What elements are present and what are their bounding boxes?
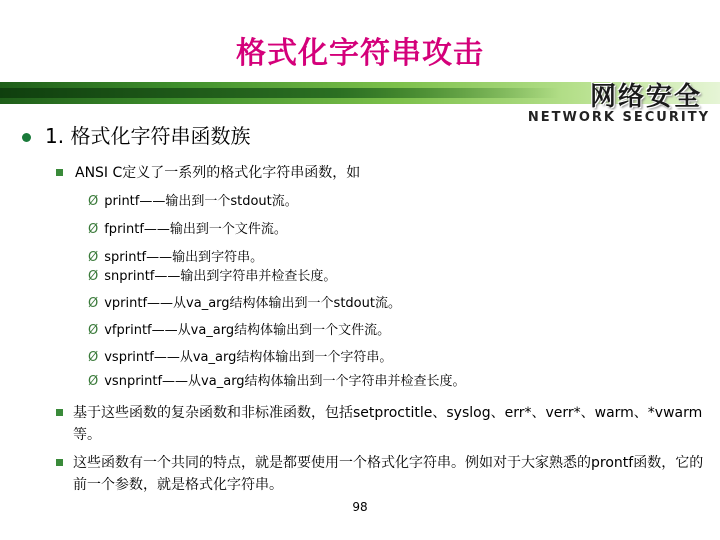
arrow-bullet-icon: Ø [88,194,99,209]
arrow-bullet-icon: Ø [88,269,99,284]
brand-logo-en: NETWORK SECURITY [527,110,710,125]
section-heading-text: 1. 格式化字符串函数族 [45,124,251,148]
function-text: vprintf——从va_arg结构体输出到一个stdout流。 [104,296,401,311]
header-band-shade [0,88,560,98]
section-heading [22,120,250,149]
function-text: vsnprintf——从va_arg结构体输出到一个字符串并检查长度。 [104,374,466,389]
function-item [88,319,390,338]
function-text: vfprintf——从va_arg结构体输出到一个文件流。 [104,323,391,338]
function-item [88,346,392,365]
dot-bullet-icon [22,133,31,142]
arrow-bullet-icon: Ø [88,250,99,265]
square-bullet-icon [56,169,63,176]
brand-logo-cn: 网络安全 [589,82,702,112]
arrow-bullet-icon: Ø [88,296,99,311]
intro-text: ANSI C定义了一系列的格式化字符串函数，如 [75,165,361,181]
function-item [88,370,466,389]
arrow-bullet-icon: Ø [88,374,99,389]
slide-title: 格式化字符串攻击 [236,36,484,71]
intro-item [56,162,360,182]
page-number: 98 [352,500,368,514]
arrow-bullet-icon: Ø [88,350,99,365]
function-text: sprintf——输出到字符串。 [104,250,264,265]
function-item [88,246,263,265]
paragraph-text: 基于这些函数的复杂函数和非标准函数，包括setproctitle、syslog、err*、verr*、warm、*vwarm等。 [73,405,703,443]
arrow-bullet-icon: Ø [88,222,99,237]
function-text: printf——输出到一个stdout流。 [104,194,298,209]
square-bullet-icon [56,409,63,416]
function-item [88,292,401,311]
function-item [88,265,336,284]
function-text: fprintf——输出到一个文件流。 [104,222,287,237]
function-item [88,190,298,209]
paragraph-text: 这些函数有一个共同的特点，就是都要使用一个格式化字符串。例如对于大家熟悉的prontf函数，它的前一个参数，就是格式化字符串。 [73,455,704,493]
function-text: vsprintf——从va_arg结构体输出到一个字符串。 [104,350,393,365]
square-bullet-icon [56,459,63,466]
function-text: snprintf——输出到字符串并检查长度。 [104,269,337,284]
arrow-bullet-icon: Ø [88,323,99,338]
function-item [88,218,287,237]
